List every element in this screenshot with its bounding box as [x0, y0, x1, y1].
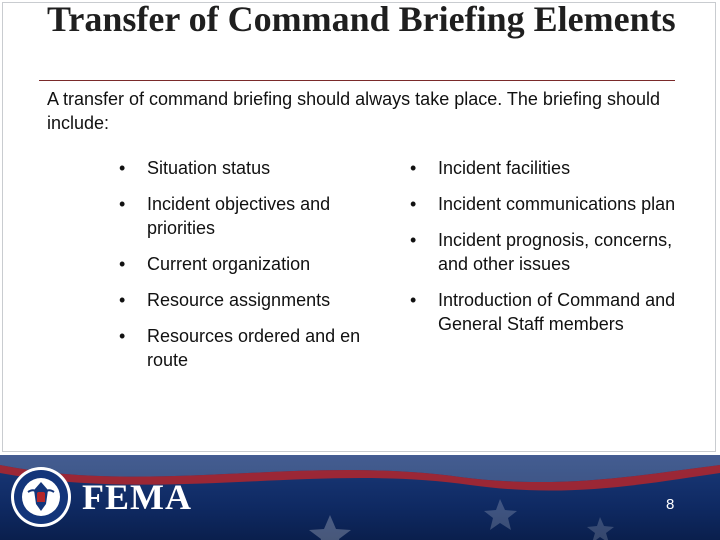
list-item: [119, 324, 389, 372]
bullet-icon: •: [410, 194, 417, 214]
list-item: [410, 228, 700, 276]
bullet-icon: •: [119, 158, 126, 178]
bullet-icon: •: [410, 290, 417, 310]
list-item-text: Incident communications plan: [438, 194, 676, 214]
list-item-text: Resource assignments: [147, 290, 331, 310]
list-item-text: Situation status: [147, 158, 271, 178]
slide-title: Transfer of Command Briefing Elements: [47, 0, 676, 39]
list-item-text: Incident objectives and priorities: [147, 194, 331, 238]
list-item: [410, 288, 700, 336]
bullet-icon: •: [119, 194, 126, 214]
list-item-text: Incident prognosis, concerns, and other issues: [438, 230, 673, 274]
list-item: [119, 252, 389, 276]
list-item-text: Current organization: [147, 254, 311, 274]
list-item-text: Resources ordered and en route: [147, 326, 361, 370]
dhs-seal-icon: [10, 466, 72, 528]
page-number: 8: [666, 496, 675, 513]
bullet-icon: •: [119, 326, 126, 346]
list-item-text: Incident facilities: [438, 158, 571, 178]
list-item: [119, 192, 389, 240]
fema-logo-text: FEMA: [82, 477, 192, 517]
bullet-list-right: [410, 156, 700, 348]
list-item: [119, 156, 389, 180]
intro-text: A transfer of command briefing should always take place. The briefing should include:: [47, 89, 661, 133]
title-underline: [39, 80, 675, 81]
list-item-text: Introduction of Command and General Staff members: [438, 290, 676, 334]
bullet-icon: •: [410, 230, 417, 250]
bullet-list-left: [119, 156, 389, 384]
bullet-icon: •: [119, 254, 126, 274]
list-item: [119, 288, 389, 312]
list-item: [410, 192, 700, 216]
slide-frame: [2, 2, 716, 452]
bullet-icon: •: [410, 158, 417, 178]
list-item: [410, 156, 700, 180]
bullet-icon: •: [119, 290, 126, 310]
